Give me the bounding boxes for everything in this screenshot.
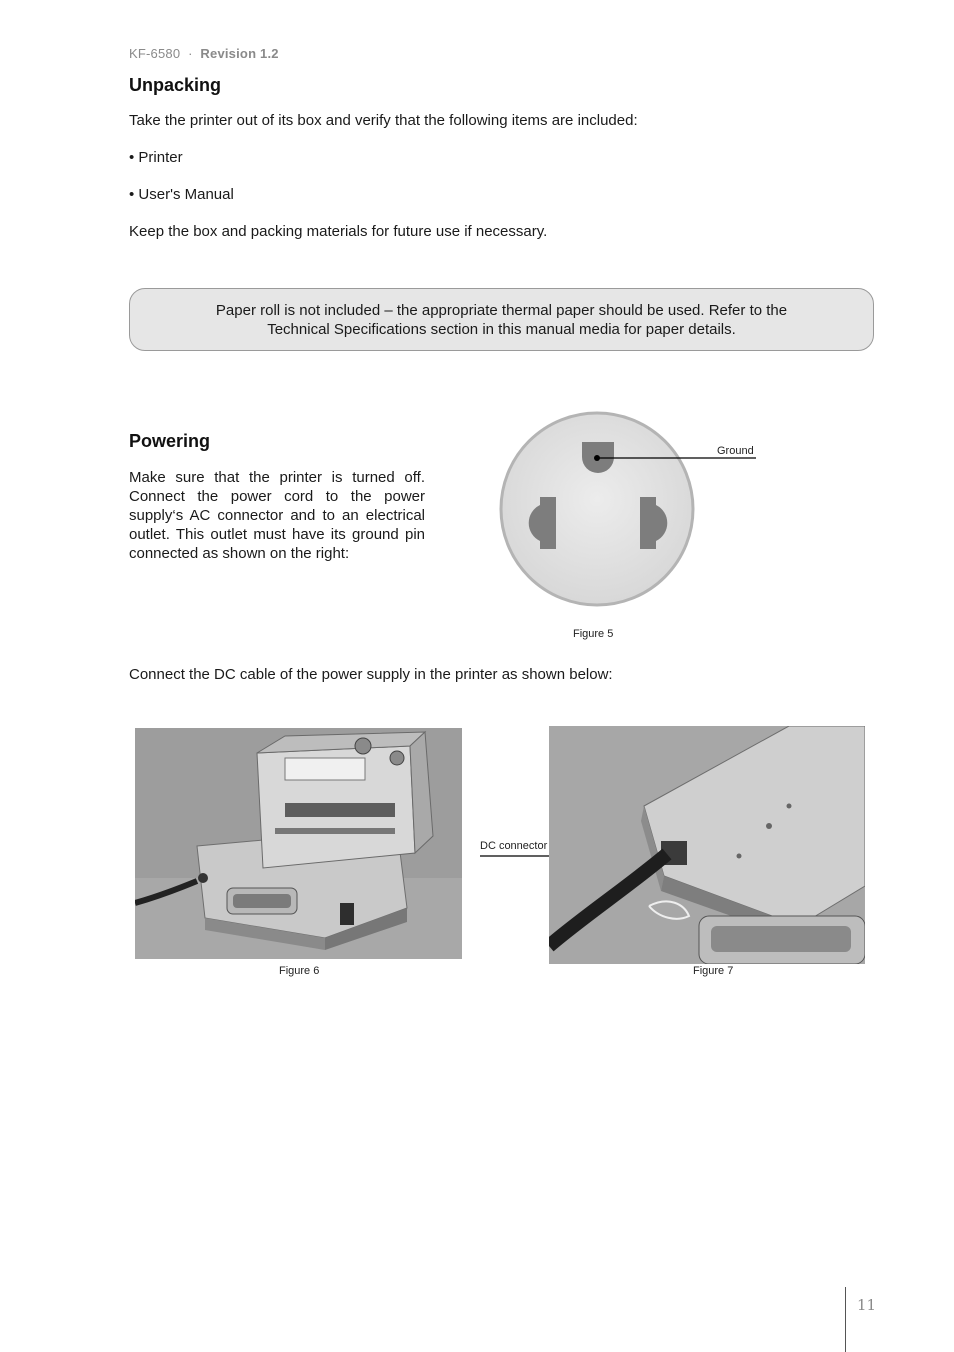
figure7-connector-illustration bbox=[549, 726, 865, 964]
powering-paragraph: Make sure that the printer is turned off. Connect the power cord to the power supply‘s AC connector and to an electrical outlet. This outlet must have its ground pin connected as shown on the right: bbox=[129, 469, 425, 562]
unpacking-closing: Keep the box and packing materials for future use if necessary. bbox=[129, 223, 548, 240]
unpacking-title: Unpacking bbox=[129, 75, 222, 95]
note-line-1: Paper roll is not included – the appropriate thermal paper should be used. Refer to the bbox=[215, 302, 788, 319]
unpacking-intro: Take the printer out of its box and verify that the following items are included: bbox=[129, 112, 638, 129]
item-printer: • Printer bbox=[129, 149, 183, 166]
page-number: 11 bbox=[857, 1296, 877, 1314]
header-separator: · bbox=[188, 46, 193, 61]
figure6-printer-illustration bbox=[135, 728, 462, 959]
page-number-divider bbox=[845, 1287, 846, 1352]
figure5-caption: Figure 5 bbox=[573, 628, 614, 640]
product-code: KF-6580 bbox=[129, 46, 181, 61]
figure7-connector-photo bbox=[549, 726, 865, 964]
document-header bbox=[129, 46, 279, 61]
dc-connector-label: DC connector bbox=[480, 840, 548, 852]
revision-label: Revision 1.2 bbox=[200, 46, 279, 61]
note-line-2: Technical Specifications section in this manual media for paper details. bbox=[267, 321, 736, 338]
figure7-caption: Figure 7 bbox=[693, 965, 734, 977]
dc-instruction: Connect the DC cable of the power supply in the printer as shown below: bbox=[129, 666, 613, 683]
ground-label: Ground bbox=[717, 445, 754, 457]
powering-title: Powering bbox=[129, 431, 211, 451]
figure6-printer-photo bbox=[135, 728, 462, 959]
figure6-caption: Figure 6 bbox=[279, 965, 320, 977]
paper-roll-note bbox=[129, 288, 874, 351]
outlet-diagram bbox=[495, 405, 765, 615]
outlet-face bbox=[501, 413, 693, 605]
item-users-manual: • User's Manual bbox=[129, 186, 234, 203]
